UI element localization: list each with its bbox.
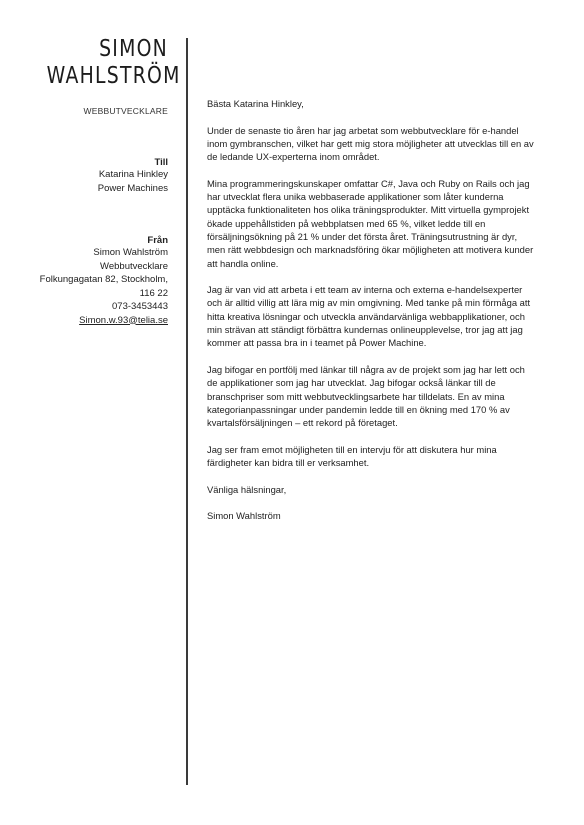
letter-paragraph-5: Jag ser fram emot möjligheten till en intervju för att diskutera hur mina färdigheter kan bidra till er verksamhet.	[207, 443, 497, 469]
letter-paragraph-2: Mina programmeringskunskaper omfattar C#, Java och Ruby on Rails och jag har utvecklat flera unika webbaserade applikationer som låter kunderna upptäcka funktionaliteten hos olika träningsprodukter. Mitt virtuella gymprojekt ökade uppehållstiden på webbplatsen med 65 %, vilket ledde till en försäljningsökning på 21 % under det första året. Träningsutrustning är dyr, men rätt webbdesign och marknadsföring ökar möjligheten att motivera kunder att handla online.	[207, 177, 534, 269]
letter-paragraph-4: Jag bifogar en portfölj med länkar till några av de projekt som jag har lett och de applikationer som jag har utvecklat. Jag bifogar också länkar till de branschpriser som mitt webbutvecklingsarbete har tilldelats. En av mina kategorianpassningar under pandemin ledde till en ökning med 170 % av kvartalsförsäljningen – ett rekord på företaget.	[207, 363, 525, 429]
letter-closing: Vänliga hälsningar,	[207, 483, 287, 495]
sidebar	[20, 36, 181, 327]
sender-first-name: SIMON	[99, 36, 168, 62]
letter-signature: Simon Wahlström	[207, 510, 281, 522]
vertical-divider	[186, 38, 188, 785]
recipient-company: Power Machines	[97, 182, 168, 194]
from-address-line1: Folkungagatan 82, Stockholm,	[39, 274, 168, 285]
letter-body	[207, 97, 537, 536]
letter-paragraph-1: Under de senaste tio åren har jag arbetat som webbutvecklare för e-handel inom gymbranschen, vilket har gett mig stora möjligheter att utvecklas till en av de ledande UX-experterna inom området.	[207, 124, 534, 163]
sender-role: WEBBUTVECKLARE	[83, 106, 168, 116]
from-heading: Från	[147, 235, 168, 246]
letter-greeting: Bästa Katarina Hinkley,	[207, 98, 304, 109]
from-name: Simon Wahlström	[93, 247, 168, 258]
sender-last-name: WAHLSTRÖM	[46, 63, 181, 89]
recipient-heading: Till	[154, 157, 168, 168]
recipient-block	[20, 157, 168, 195]
from-address-line2: 116 22	[139, 287, 168, 299]
from-title: Webbutvecklare	[100, 260, 168, 272]
from-phone: 073-3453443	[112, 301, 168, 312]
recipient-name: Katarina Hinkley	[98, 169, 168, 180]
letter-paragraph-3: Jag är van vid att arbeta i ett team av interna och externa e-handelsexperter och är alltid villig att lära mig av min omgivning. Med tanke på min förmåga att hitta kreativa lösningar och utveckla användarvänliga webbapplikationer, och min strävan att ständigt förbättra kundernas onlineupplevelse, tror jag att jag kommer att passa bra in i teamet på Power Machine.	[207, 284, 531, 349]
sender-name	[46, 36, 181, 90]
from-email-link[interactable]: Simon.w.93@telia.se	[79, 314, 168, 326]
sender-contact-block	[20, 235, 168, 327]
